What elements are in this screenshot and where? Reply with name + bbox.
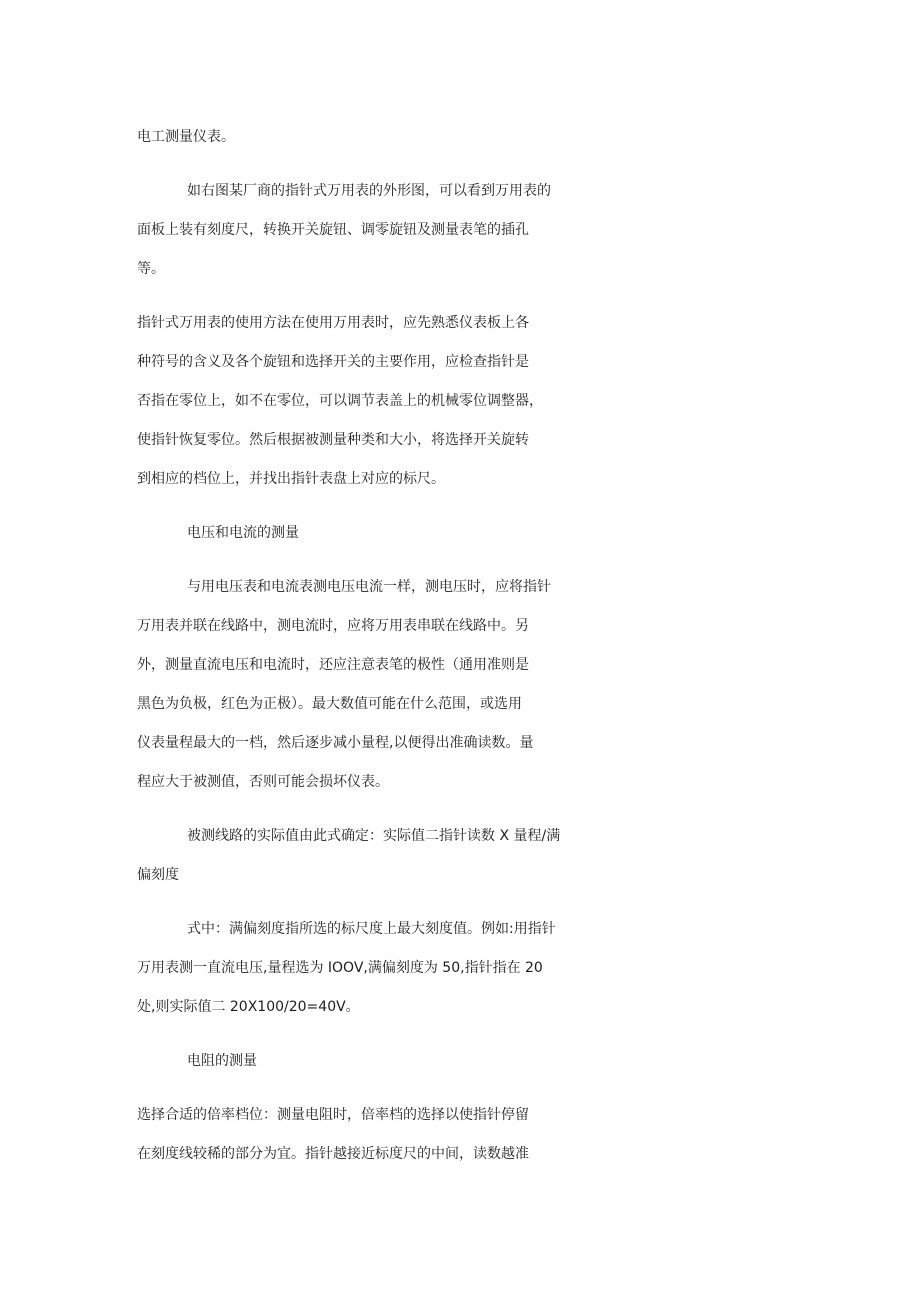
text-line: 面板上装有刻度尺，转换开关旋钮、调零旋钮及测量表笔的插孔 xyxy=(137,222,529,238)
text-line: 与用电压表和电流表测电压电流一样，测电压时，应将指针 xyxy=(187,579,551,595)
text-line: 否指在零位上，如不在零位，可以调节表盖上的机械零位调整器， xyxy=(137,393,543,409)
text-line: 黑色为负极，红色为正极）。最大数值可能在什么范围，或选用 xyxy=(137,696,522,712)
text-line: 式中：满偏刻度指所选的标尺度上最大刻度值。例如:用指针 xyxy=(187,921,556,937)
text-line: 如右图某厂商的指针式万用表的外形图，可以看到万用表的 xyxy=(187,183,551,199)
text-line: 偏刻度 xyxy=(137,867,179,883)
text-line: 万用表测一直流电压,量程选为 IOOV,满偏刻度为 50,指针指在 20 xyxy=(137,960,543,976)
text-line: 万用表并联在线路中，测电流时，应将万用表串联在线路中。另 xyxy=(137,618,529,634)
text-line: 等。 xyxy=(137,261,165,277)
section-heading: 电压和电流的测量 xyxy=(187,525,299,541)
text-line: 仪表量程最大的一档，然后逐步减小量程,以便得出准确读数。量 xyxy=(137,735,534,751)
text-line: 处,则实际值二 20X100/20=40V。 xyxy=(137,999,360,1015)
text-line: 被测线路的实际值由此式确定：实际值二指针读数 X 量程/满 xyxy=(187,828,561,844)
text-line: 外，测量直流电压和电流时，还应注意表笔的极性（通用准则是 xyxy=(137,657,529,673)
section-heading: 电阻的测量 xyxy=(187,1053,257,1069)
text-line: 指针式万用表的使用方法在使用万用表时，应先熟悉仪表板上各 xyxy=(137,315,529,331)
text-line: 选择合适的倍率档位：测量电阻时，倍率档的选择以使指针停留 xyxy=(137,1107,529,1123)
text-line: 在刻度线较稀的部分为宜。指针越接近标度尺的中间，读数越准 xyxy=(137,1146,529,1162)
text-line: 电工测量仪表。 xyxy=(137,129,235,145)
text-line: 程应大于被测值，否则可能会损坏仪表。 xyxy=(137,774,389,790)
text-line: 种符号的含义及各个旋钮和选择开关的主要作用，应检查指针是 xyxy=(137,354,529,370)
text-line: 使指针恢复零位。然后根据被测量种类和大小，将选择开关旋转 xyxy=(137,432,529,448)
text-line: 到相应的档位上，并找出指针表盘上对应的标尺。 xyxy=(137,471,445,487)
